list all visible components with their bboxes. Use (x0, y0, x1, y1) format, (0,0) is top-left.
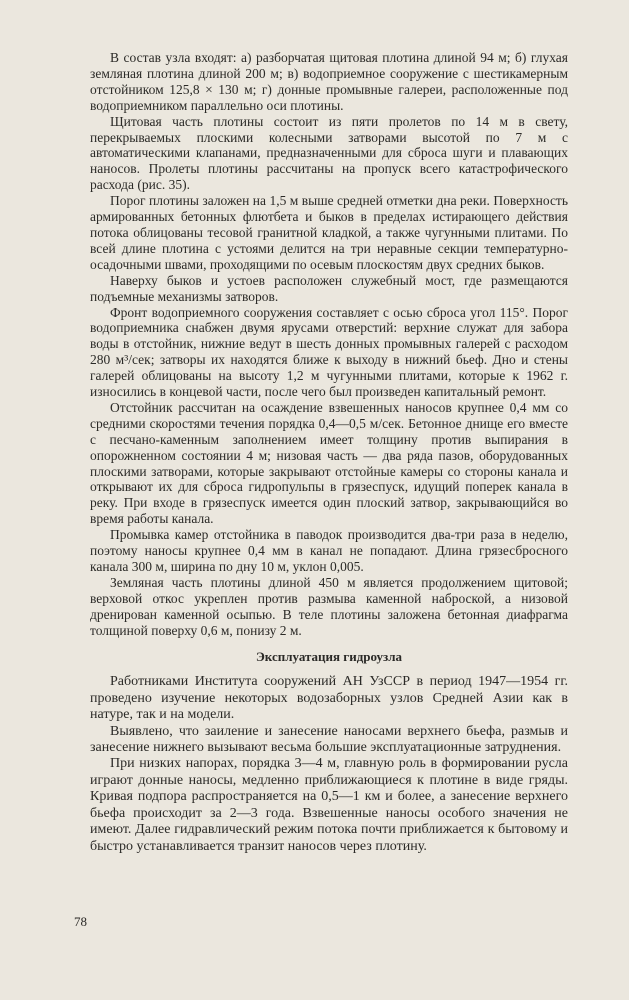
paragraph: Наверху быков и устоев расположен служебный мост, где размещаются подъемные механизмы затворов. (90, 272, 568, 304)
section-structure (90, 50, 568, 639)
paragraph: Работниками Института сооружений АН УзССР в период 1947—1954 гг. проведено изучение некоторых водозаборных узлов Средней Азии как в натуре, так и на модели. (90, 674, 568, 723)
section-heading: Эксплуатация гидроузла (255, 648, 403, 664)
paragraph: Порог плотины заложен на 1,5 м выше средней отметки дна реки. Поверхность армированных бетонных флютбета и быков в пределах истирающего действия потока облицованы тесовой гранитной кладкой, а также чугунными плитами. По всей длине плотина с устоями делится на три неравные секции температурно-осадочными швами, проходящими по осевым плоскостям двух средних быков. (90, 193, 568, 272)
paragraph: Щитовая часть плотины состоит из пяти пролетов по 14 м в свету, перекрываемых плоскими колесными затворами высотой по 7 м с автоматическими клапанами, предназначенными для сброса шуги и плавающих наносов. Пролеты плотины рассчитаны на пропуск всего катастрофического расхода (рис. 35). (90, 113, 568, 193)
paragraph: В состав узла входят: а) разборчатая щитовая плотина длиной 94 м; б) глухая земляная плотина длиной 200 м; в) водоприемное сооружение с шестикамерным отстойником 125,8 × 130 м; г) донные промывные галереи, расположенные под водоприемником параллельно оси плотины. (90, 50, 568, 113)
paragraph: Отстойник рассчитан на осаждение взвешенных наносов крупнее 0,4 мм со средними скоростями течения порядка 0,4—0,5 м/сек. Бетонное днище его вместе с песчано-каменным заполнением имеет толщину против выпирания в опорожненном состоянии 4 м; низовая часть — два ряда пазов, оборудованных плоскими затворами, которые закрывают отстойные камеры со стороны канала и открывают их для сброса гидропульпы в грязеспуск, идущий поперек канала в реку. При входе в грязеспуск имеется один плоский затвор, закрывающийся во время работы канала. (90, 399, 568, 527)
page-number: 78 (74, 914, 87, 929)
paragraph: Промывка камер отстойника в паводок производится два-три раза в неделю, поэтому наносы крупнее 0,4 мм в канал не попадают. Длина грязесбросного канала 300 м, ширина по дну 10 м, уклон 0,005. (90, 527, 568, 574)
section-operation (90, 674, 568, 854)
page-text (90, 50, 568, 855)
paragraph: Фронт водоприемного сооружения составляет с осью сброса угол 115°. Порог водоприемника снабжен двумя ярусами отверстий: верхние служат для забора воды в отстойник, нижние ведут в шесть донных промывных галерей с расходом 280 м³/сек; затворы их находятся ближе к выходу в нижний бьеф. Дно и стены галерей облицованы на высоту 1,2 м чугунными плитами, которые к 1962 г. износились в концевой части, после чего был произведен капитальный ремонт. (90, 304, 568, 400)
paragraph: При низких напорах, порядка 3—4 м, главную роль в формировании русла играют донные наносы, медленно приближающиеся к плотине в виде гряды. Кривая подпора распространяется на 0,5—1 км и более, а занесение верхнего бьефа происходит за 2—3 года. Взвешенные наносы особого значения не имеют. Далее гидравлический режим потока почти приближается к бытовому и быстро устанавливается транзит наносов через плотину. (90, 756, 568, 854)
paragraph: Выявлено, что заиление и занесение наносами верхнего бьефа, размыв и занесение нижнего вызывают весьма большие эксплуатационные затруднения. (90, 723, 568, 756)
paragraph: Земляная часть плотины длиной 450 м является продолжением щитовой; верховой откос укреплен против размыва каменной наброской, а низовой дренирован каменной осыпью. В теле плотины заложена бетонная диафрагма толщиной поверху 0,6 м, понизу 2 м. (90, 574, 568, 638)
